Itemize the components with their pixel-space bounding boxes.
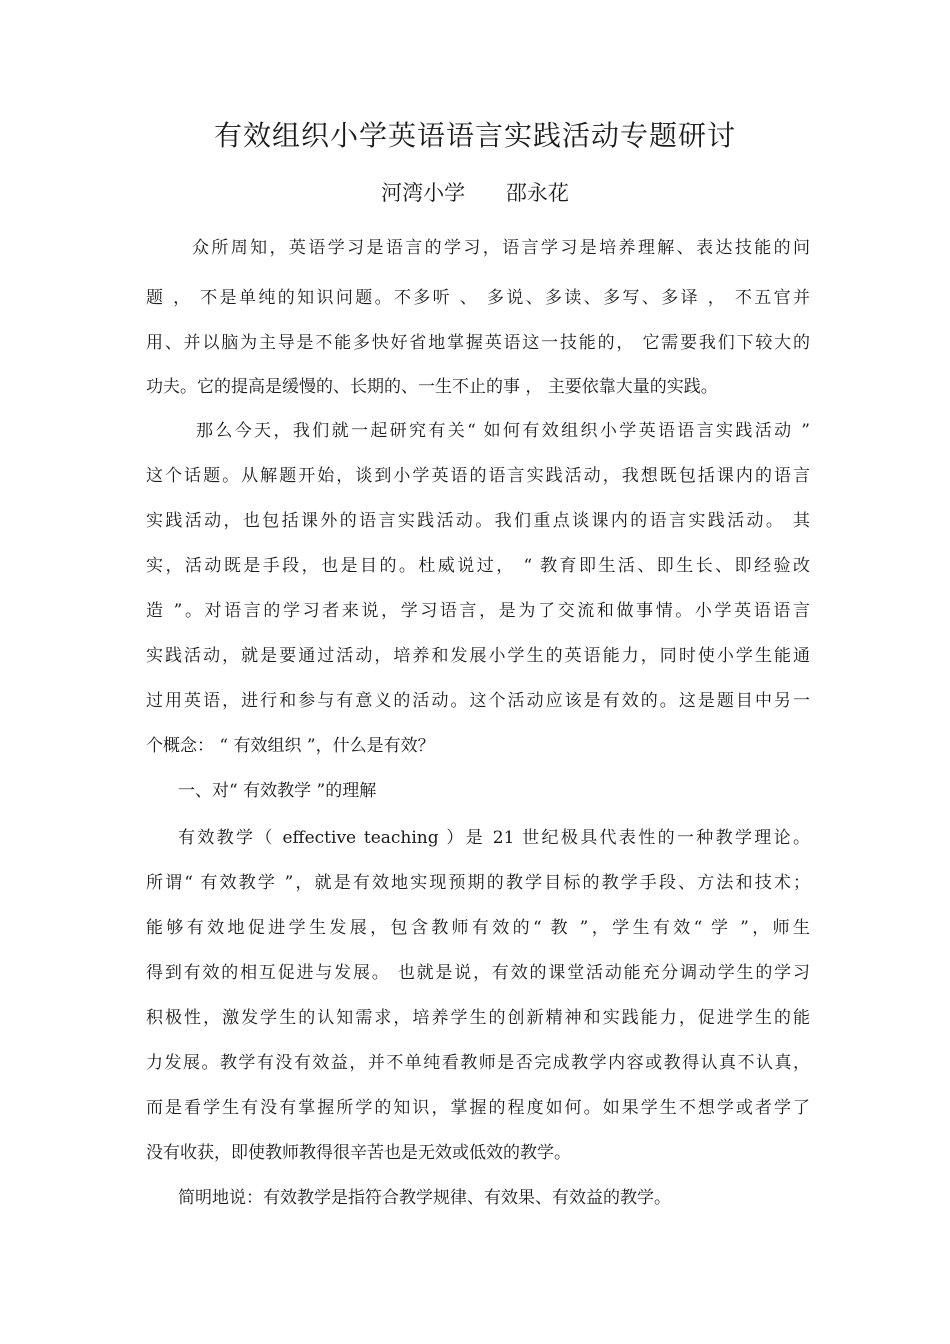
section-heading: 一、对“ 有效教学 ”的理解 bbox=[178, 781, 377, 801]
body-line: 所谓“ 有效教学 ”，就是有效地实现预期的教学目标的教学手段、方法和技术； bbox=[146, 873, 810, 893]
body-line: 题 ， 不是单纯的知识问题。不多听 、 多说、多读、多写、多译 ， 不五官并 bbox=[146, 288, 810, 308]
body-line: 众所周知，英语学习是语言的学习，语言学习是培养理解、表达技能的问 bbox=[192, 238, 810, 258]
body-line: 造 ”。对语言的学习者来说，学习语言，是为了交流和做事情。小学英语语言 bbox=[146, 601, 810, 621]
body-line: 这个话题。从解题开始，谈到小学英语的语言实践活动，我想既包括课内的语言 bbox=[146, 466, 810, 486]
body-line: 积极性，激发学生的认知需求，培养学生的创新精神和实践能力，促进学生的能 bbox=[146, 1008, 810, 1028]
body-line: 能够有效地促进学生发展，包含教师有效的“ 教 ”，学生有效“ 学 ”，师生 bbox=[146, 918, 810, 938]
body-line: 有效教学（ effective teaching ）是 21 世纪极具代表性的一种教学理论。 bbox=[178, 828, 810, 848]
author-line bbox=[0, 176, 950, 210]
body-line: 得到有效的相互促进与发展。 也就是说，有效的课堂活动能充分调动学生的学习 bbox=[146, 963, 810, 983]
document-title: 有效组织小学英语语言实践活动专题研讨 bbox=[213, 119, 736, 152]
author-name: 邵永花 bbox=[505, 181, 569, 205]
body-line: 实践活动，就是要通过活动，培养和发展小学生的英语能力，同时使小学生能通 bbox=[146, 646, 810, 666]
body-line: 个概念： “ 有效组织 ”，什么是有效？ bbox=[146, 736, 435, 756]
body-line: 没有收获，即使教师教得很辛苦也是无效或低效的教学。 bbox=[146, 1143, 571, 1163]
body-line: 那么今天，我们就一起研究有关“ 如何有效组织小学英语语言实践活动 ” bbox=[196, 421, 810, 441]
body-line: 功夫。它的提高是缓慢的、长期的、一生不止的事 ， 主要依靠大量的实践。 bbox=[146, 377, 718, 397]
body-line: 过用英语，进行和参与有意义的活动。这个活动应该是有效的。这是题目中另一 bbox=[146, 691, 810, 711]
body-line: 用、并以脑为主导是不能多快好省地掌握英语这一技能的， 它需要我们下较大的 bbox=[146, 333, 810, 353]
body-line: 力发展。教学有没有效益，并不单纯看教师是否完成教学内容或教得认真不认真， bbox=[146, 1053, 810, 1073]
author-school: 河湾小学 bbox=[381, 181, 466, 205]
body-line: 简明地说：有效教学是指符合教学规律、有效果、有效益的教学。 bbox=[178, 1188, 671, 1208]
body-line: 实，活动既是手段，也是目的。杜威说过， “ 教育即生活、即生长、即经验改 bbox=[146, 556, 810, 576]
body-line: 而是看学生有没有掌握所学的知识，掌握的程度如何。如果学生不想学或者学了 bbox=[146, 1098, 810, 1118]
body-line: 实践活动，也包括课外的语言实践活动。我们重点谈课内的语言实践活动。 其 bbox=[146, 511, 810, 531]
